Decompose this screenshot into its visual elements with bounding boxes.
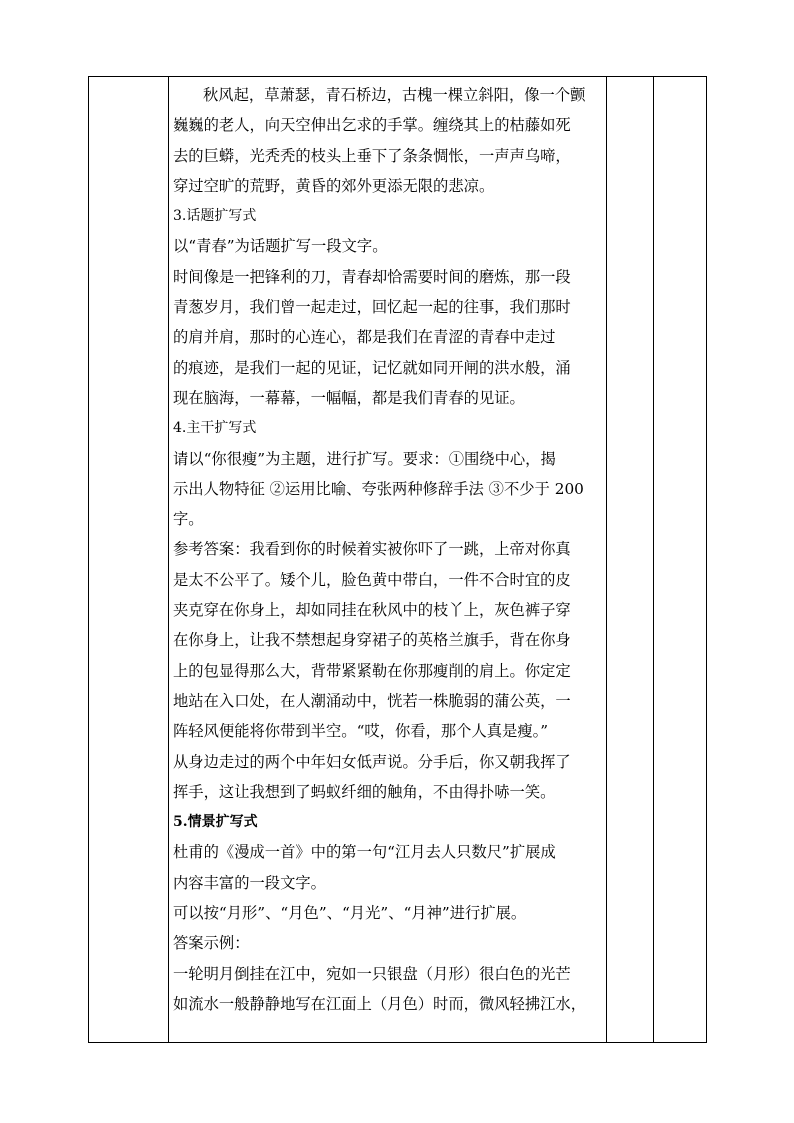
text-line: 示出人物特征 ②运用比喻、夸张两种修辞手法 ③不少于 200 [173,479,584,498]
text-line: 以“青春”为话题扩写一段文字。 [173,237,388,256]
column-divider-1 [168,77,169,1042]
text-line: 字。 [173,510,204,529]
text-line: 现在脑海，一幕幕，一幅幅，都是我们青春的见证。 [173,388,525,407]
text-line: 去的巨蟒，光秃秃的枝头上垂下了条条惆怅，一声声乌啼， [173,146,571,165]
section-heading: 3.话题扩写式 [173,208,257,225]
text-line: 请以“你很瘦”为主题，进行扩写。要求：①围绕中心，揭 [173,449,556,468]
text-line: 青葱岁月，我们曾一起走过，回忆起一起的往事，我们那时 [173,298,571,317]
text-line: 可以按“月形”、“月色”、“月光”、“月神”进行扩展。 [173,904,527,923]
text-line: 的肩并肩，那时的心连心，都是我们在青涩的青春中走过 [173,328,556,347]
text-line: 在你身上，让我不禁想起身穿裙子的英格兰旗手，背在你身 [173,631,571,650]
text-line: 内容丰富的一段文字。 [173,873,326,892]
text-line: 上的包显得那么大，背带紧紧勒在你那瘦削的肩上。你定定 [173,661,571,680]
text-line: 巍巍的老人，向天空伸出乞求的手掌。缠绕其上的枯藤如死 [173,116,571,135]
text-line: 一轮明月倒挂在江中，宛如一只银盘（月形）很白色的光芒 [173,964,571,983]
text-line: 如流水一般静静地写在江面上（月色）时而，微风轻拂江水， [173,994,587,1013]
column-divider-3 [653,77,654,1042]
text-line: 穿过空旷的荒野，黄昏的郊外更添无限的悲凉。 [173,176,495,195]
table-frame [88,76,707,1043]
text-line: 秋风起，草萧瑟，青石桥边，古槐一棵立斜阳，像一个颤 [203,86,586,104]
content-cell [173,80,603,1019]
text-line: 的痕迹，是我们一起的见证，记忆就如同开闸的洪水般，涌 [173,358,571,377]
text-line: 参考答案：我看到你的时候着实被你吓了一跳，上帝对你真 [173,540,571,559]
text-line: 从身边走过的两个中年妇女低声说。分手后，你又朝我挥了 [173,752,571,771]
text-line: 杜甫的《漫成一首》中的第一句“江月去人只数尺”扩展成 [173,843,556,862]
section-heading: 4.主干扩写式 [173,420,257,437]
text-line: 阵轻风便能将你带到半空。“哎，你看，那个人真是瘦。” [173,722,549,741]
column-divider-2 [606,77,607,1042]
section-heading: 5.情景扩写式 [173,814,258,831]
text-line: 夹克穿在你身上，却如同挂在秋风中的枝丫上，灰色裤子穿 [173,601,571,620]
text-line: 地站在入口处，在人潮涌动中，恍若一株脆弱的蒲公英，一 [173,691,571,710]
text-line: 挥手，这让我想到了蚂蚁纤细的触角，不由得扑哧一笑。 [173,782,556,801]
text-line: 答案示例： [173,934,250,953]
text-line: 是太不公平了。矮个儿，脸色黄中带白，一件不合时宜的皮 [173,570,571,589]
text-line: 时间像是一把锋利的刀，青春却恰需要时间的磨炼，那一段 [173,267,571,286]
